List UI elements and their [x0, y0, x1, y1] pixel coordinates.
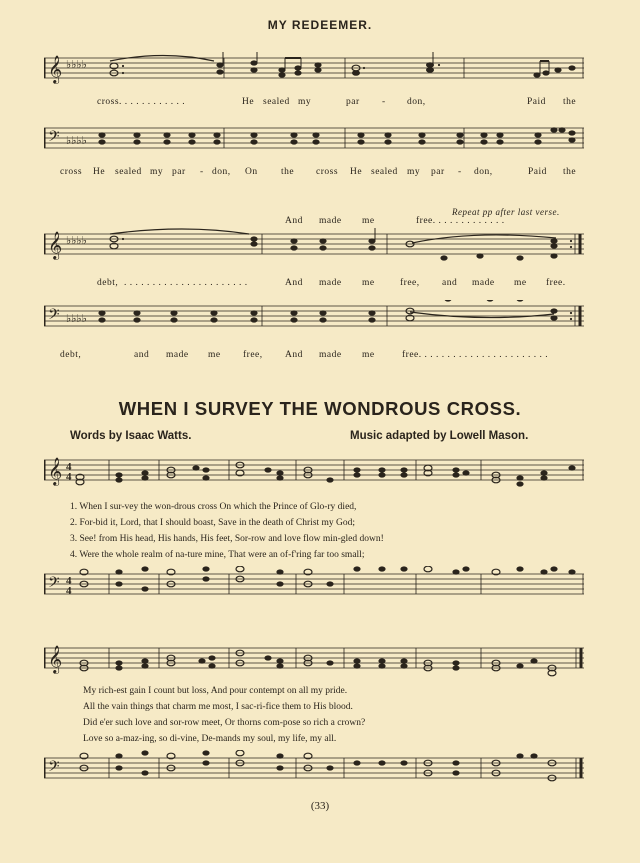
lyric: cross — [316, 167, 339, 177]
music-credit: Music adapted by Lowell Mason. — [350, 430, 529, 442]
lyric: me — [362, 350, 375, 360]
svg-text:𝄞: 𝄞 — [48, 459, 63, 485]
lyric: - — [458, 167, 462, 177]
lyric: And — [285, 216, 303, 226]
lyric: par — [172, 167, 186, 177]
lyric: me — [208, 350, 221, 360]
lyric: don, — [474, 167, 493, 177]
lyric: He — [93, 167, 106, 177]
lyric: me — [514, 278, 527, 288]
performance-direction: Repeat pp after last verse. — [452, 207, 560, 217]
lyric: - — [200, 167, 204, 177]
lyric: my — [150, 167, 164, 177]
lyric: cross. . . . . . . . . . . . — [97, 97, 186, 107]
svg-text:𝄢: 𝄢 — [48, 128, 60, 148]
redeemer-staff-1-upper — [44, 52, 584, 86]
lyric: the — [281, 167, 295, 177]
lyric: debt, — [60, 350, 82, 360]
verse-4-line-1: 4. Were the whole realm of na-ture mine, That were an of-f'ring far too small; — [70, 550, 365, 560]
words-credit: Words by Isaac Watts. — [70, 430, 192, 442]
page-number: (33) — [310, 800, 330, 812]
lyric: - — [382, 97, 386, 107]
lyric: my — [298, 97, 312, 107]
lyric: sealed — [115, 167, 142, 177]
verse-2-line-1: 2. For-bid it, Lord, that I should boast, Save in the death of Christ my God; — [70, 518, 356, 528]
svg-text:𝄢: 𝄢 — [48, 306, 60, 326]
lyric: And — [285, 350, 303, 360]
lyric: made — [166, 350, 189, 360]
lyric: don, — [212, 167, 231, 177]
svg-text:♭♭♭♭: ♭♭♭♭ — [66, 59, 87, 71]
svg-text:𝄞: 𝄞 — [48, 647, 63, 673]
svg-text:𝄞: 𝄞 — [48, 233, 63, 259]
lyric: don, — [407, 97, 426, 107]
verse-2-line-2: All the vain things that charm me most, I sac-ri-fice them to His blood. — [83, 702, 353, 712]
lyric: me — [362, 216, 375, 226]
lyric: free, — [243, 350, 263, 360]
lyric: On — [245, 167, 258, 177]
hymn-staff-2-upper — [44, 640, 584, 680]
verse-3-line-1: 3. See! from His head, His hands, His feet, Sor-row and love flow min-gled down! — [70, 534, 384, 544]
lyric: made — [319, 350, 342, 360]
svg-text:𝄢: 𝄢 — [48, 574, 60, 594]
lyric: and — [134, 350, 150, 360]
lyric: And — [285, 278, 303, 288]
svg-text:4: 4 — [66, 461, 72, 473]
lyric: sealed — [371, 167, 398, 177]
lyric: free. — [546, 278, 566, 288]
svg-text:♭♭♭♭: ♭♭♭♭ — [66, 135, 87, 147]
redeemer-staff-2-upper — [44, 228, 584, 262]
lyric: par — [431, 167, 445, 177]
redeemer-staff-1-lower — [44, 122, 584, 156]
lyric: He — [242, 97, 255, 107]
redeemer-staff-2-lower — [44, 300, 584, 334]
verse-1-line-1: 1. When I sur-vey the won-drous cross On which the Prince of Glo-ry died, — [70, 502, 357, 512]
hymn-staff-1-upper — [44, 452, 584, 492]
verse-4-line-2: Love so a-maz-ing, so di-vine, De-mands my soul, my life, my all. — [83, 734, 337, 744]
lyric: free, — [400, 278, 420, 288]
svg-text:𝄢: 𝄢 — [48, 758, 60, 778]
lyric: free. . . . . . . . . . . . . . . . . . . . . . . — [402, 350, 549, 360]
lyric: Paid — [527, 97, 546, 107]
svg-text:♭♭♭♭: ♭♭♭♭ — [66, 235, 87, 247]
lyric: the — [563, 167, 577, 177]
lyric: my — [407, 167, 421, 177]
lyric: free. . . . . . . . . . . . . — [416, 216, 505, 226]
lyric: made — [319, 216, 342, 226]
hymn-title: WHEN I SURVEY THE WONDROUS CROSS. — [118, 398, 522, 419]
lyric: He — [350, 167, 363, 177]
lyric: debt, — [97, 278, 119, 288]
lyric: sealed — [263, 97, 290, 107]
lyric: . . . . . . . . . . . . . . . . . . . . . . — [124, 278, 248, 288]
lyric: Paid — [528, 167, 547, 177]
lyric: par — [346, 97, 360, 107]
svg-text:4: 4 — [66, 585, 72, 597]
lyric: the — [563, 97, 577, 107]
svg-text:♭♭♭♭: ♭♭♭♭ — [66, 313, 87, 325]
svg-text:𝄞: 𝄞 — [48, 55, 63, 83]
lyric: made — [319, 278, 342, 288]
hymn-staff-1-lower — [44, 566, 584, 606]
lyric: made — [472, 278, 495, 288]
lyric: me — [362, 278, 375, 288]
lyric: and — [442, 278, 458, 288]
verse-3-line-2: Did e'er such love and sor-row meet, Or thorns com-pose so rich a crown? — [83, 718, 366, 728]
hymn-staff-2-lower — [44, 750, 584, 790]
running-head: MY REDEEMER. — [267, 18, 373, 32]
verse-1-line-2: My rich-est gain I count but loss, And pour contempt on all my pride. — [83, 686, 348, 696]
lyric: cross — [60, 167, 83, 177]
svg-text:4: 4 — [66, 471, 72, 483]
svg-text:4: 4 — [66, 575, 72, 587]
